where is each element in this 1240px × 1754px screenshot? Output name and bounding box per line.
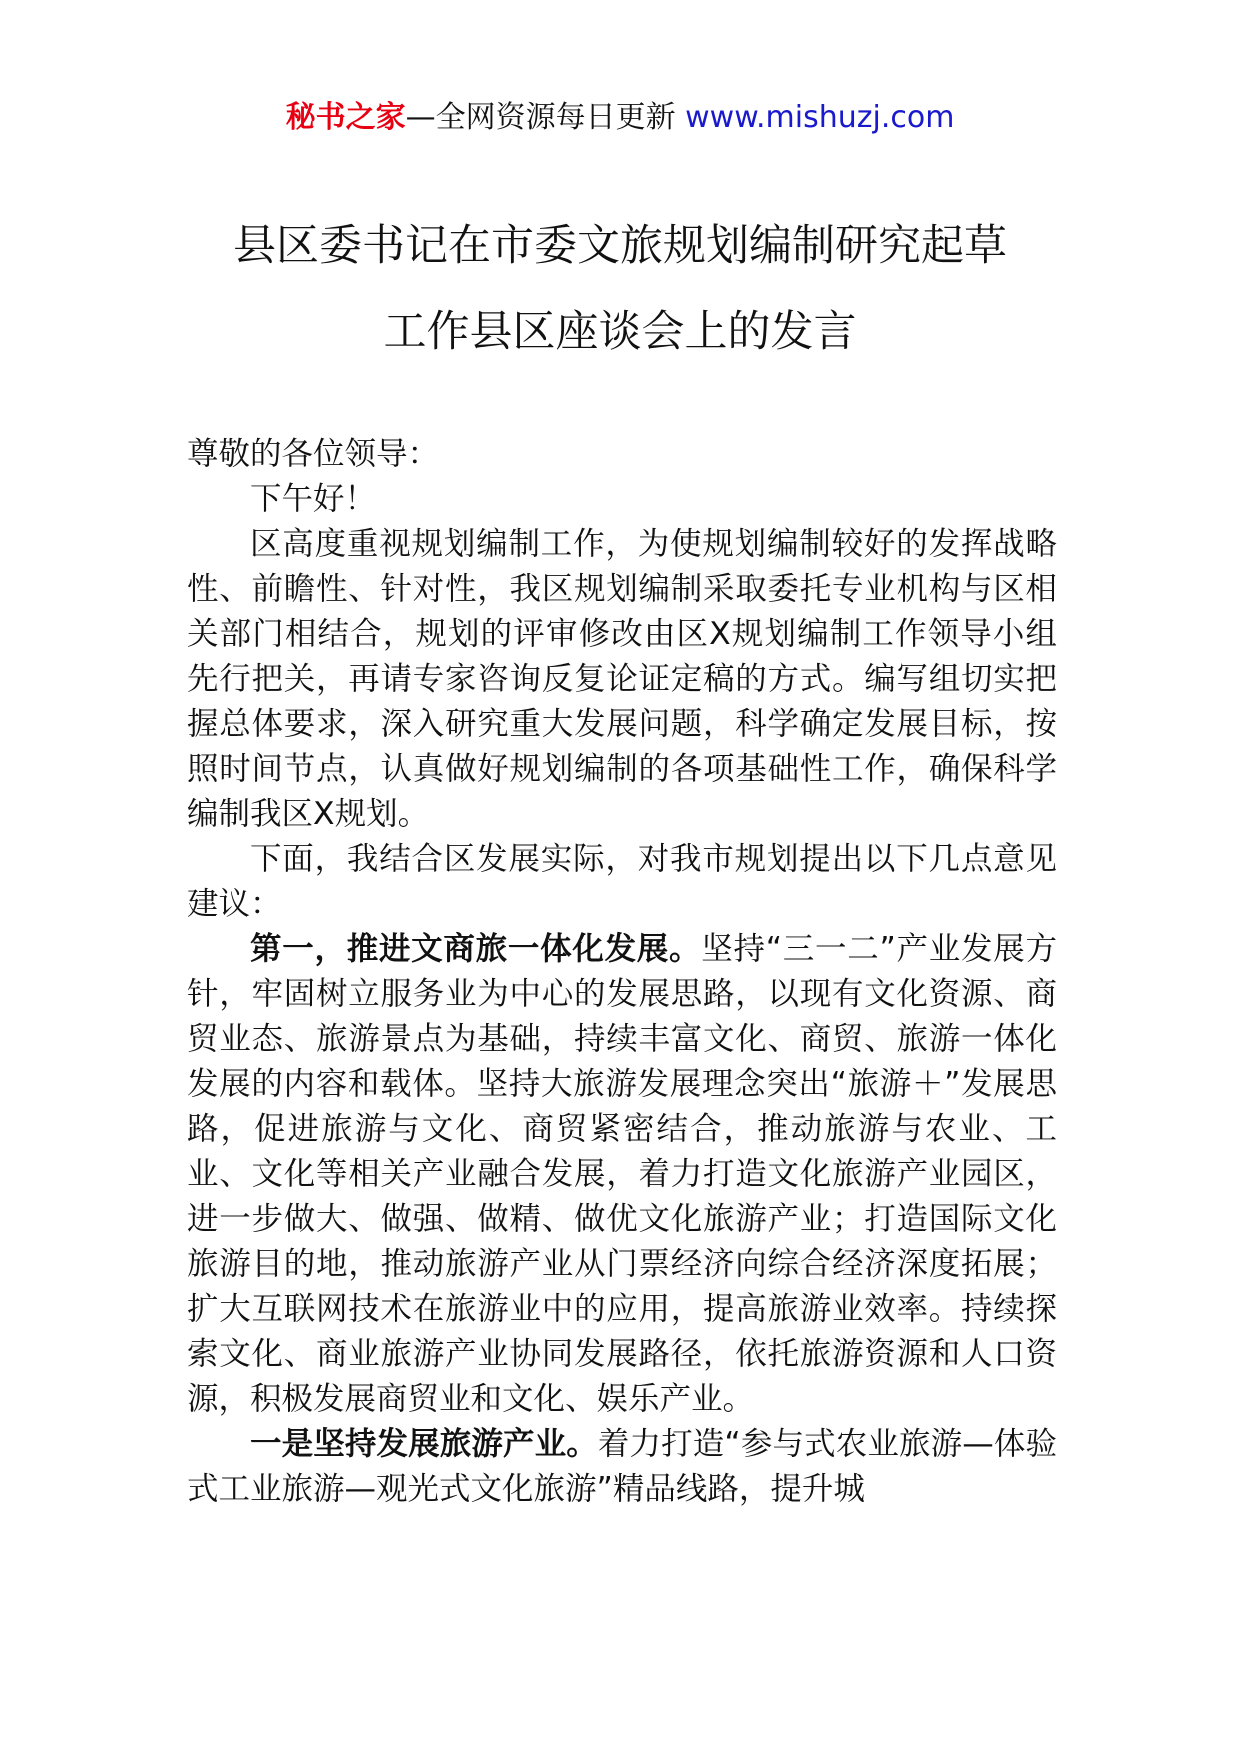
site-header (0, 98, 1240, 138)
document-title (150, 203, 1090, 375)
first-point-heading: 第一，推进文商旅一体化发展。 (250, 931, 702, 967)
site-brand: 秘书之家 (285, 100, 406, 135)
title-line-1: 县区委书记在市委文旅规划编制研究起草 (233, 221, 1007, 271)
paragraph-intro: 区高度重视规划编制工作，为使规划编制较好的发挥战略性、前瞻性、针对性，我区规划编制采取委托专业机构与区相关部门相结合，规划的评审修改由区X规划编制工作领导小组先行把关，再请专家咨询反复论证定稿的方式。编写组切实把握总体要求，深入研究重大发展问题，科学确定发展目标，按照时间节点，认真做好规划编制的各项基础性工作，确保科学编制我区X规划。 (187, 526, 1057, 832)
salutation: 尊敬的各位领导： (187, 436, 440, 472)
site-tagline: —全网资源每日更新 (405, 100, 686, 135)
site-url-link[interactable]: www.mishuzj.com (685, 100, 955, 135)
title-line-2: 工作县区座谈会上的发言 (383, 307, 857, 357)
sub-point-1-text: 着力打造“参与式农业旅游—体验式工业旅游—观光式文化旅游”精品线路，提升城 (187, 1426, 1057, 1507)
paragraph-first-point (187, 927, 1057, 1422)
first-point-text: 坚持“三一二”产业发展方针，牢固树立服务业为中心的发展思路，以现有文化资源、商贸业态、旅游景点为基础，持续丰富文化、商贸、旅游一体化发展的内容和载体。坚持大旅游发展理念突出“旅游＋”发展思路，促进旅游与文化、商贸紧密结合，推动旅游与农业、工业、文化等相关产业融合发展，着力打造文化旅游产业园区，进一步做大、做强、做精、做优文化旅游产业；打造国际文化旅游目的地，推动旅游产业从门票经济向综合经济深度拓展；扩大互联网技术在旅游业中的应用，提高旅游业效率。持续探索文化、商业旅游产业协同发展路径，依托旅游资源和人口资源，积极发展商贸业和文化、娱乐产业。 (187, 931, 1057, 1417)
paragraph-sub-point-1 (187, 1422, 1057, 1512)
sub-point-1-heading: 一是坚持发展旅游产业。 (250, 1426, 598, 1462)
greeting: 下午好！ (250, 481, 377, 517)
paragraph-transition: 下面，我结合区发展实际，对我市规划提出以下几点意见建议： (187, 841, 1057, 922)
document-body (187, 432, 1057, 1512)
